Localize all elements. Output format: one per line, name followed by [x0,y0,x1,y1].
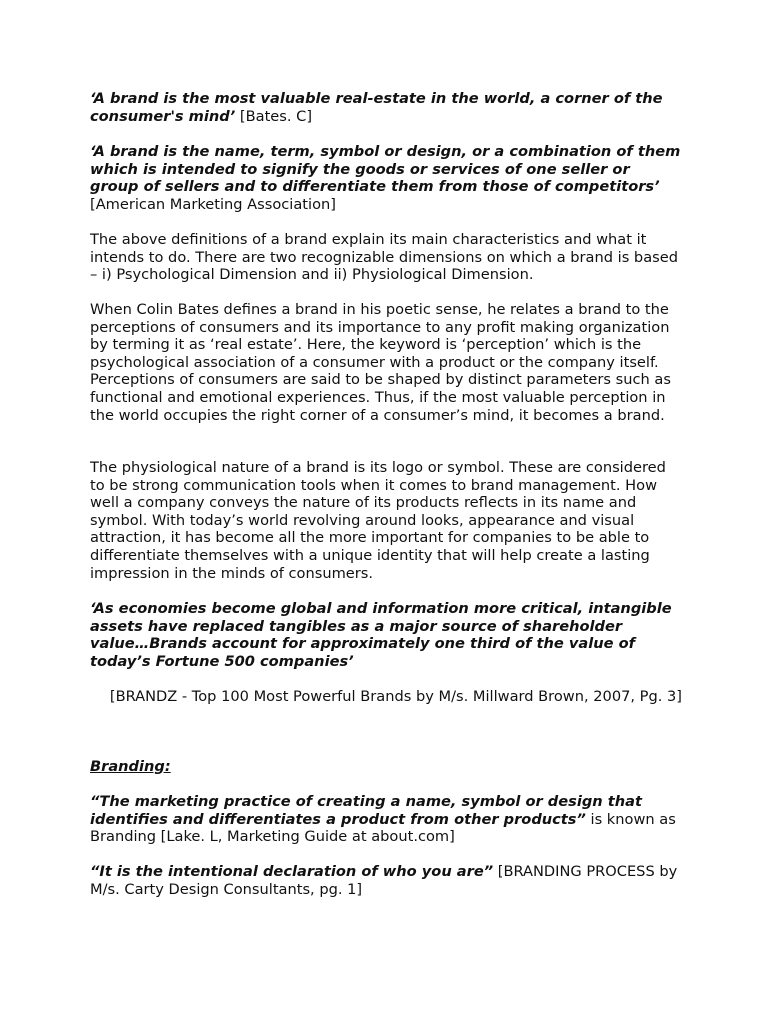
bates-citation: [Bates. C] [235,107,313,125]
ama-quote-paragraph [90,143,682,213]
physiological-paragraph: The physiological nature of a brand is its logo or symbol. These are considered to be strong communication tools when it comes to brand management. How well a company conveys the nature of its products reflects in its name and symbol. With today’s world revolving around looks, appearance and visual attraction, it has become all the more important for companies to be able to differentiate themselves with a unique identity that will help create a lasting impression in the minds of consumers. [90,459,666,582]
branding-definition-1-source: is known as Branding [Lake. L, Marketing Guide at about.com] [90,810,676,846]
colin-bates-paragraph: When Colin Bates defines a brand in his poetic sense, he relates a brand to the perceptions of consumers and its importance to any profit making organization by terming it as ‘real estate’. Here, the keyword is ‘perception’ which is the psychological association of a consumer with a product or the company itself. Perceptions of consumers are said to be shaped by distinct parameters such as functional and emotional experiences. Thus, if the most valuable perception in the world occupies the right corner of a consumer’s mind, it becomes a brand. [90,301,671,424]
branding-definition-1 [90,793,682,846]
bates-quote: ‘A brand is the most valuable real-estate in the world, a corner of the consumer's mind’ [90,90,663,125]
branding-definition-2-source: [BRANDING PROCESS by M/s. Carty Design Consultants, pg. 1] [90,863,678,898]
bates-quote-paragraph [90,90,682,125]
branding-definition-1-quote: “The marketing practice of creating a name, symbol or design that identifies and differentiates a product from other products” [90,793,642,828]
branding-heading: Branding: [90,758,171,775]
branding-definition-2 [90,863,682,898]
brandz-quote: ‘As economies become global and information more critical, intangible assets have replaced tangibles as a major source of shareholder value…Brands account for approximately one third of the value of today’s Fortune 500 companies’ [90,600,672,670]
branding-definition-2-quote: “It is the intentional declaration of who you are” [90,863,494,880]
definitions-paragraph: The above definitions of a brand explain its main characteristics and what it intends to do. There are two recognizable dimensions on which a brand is based – i) Psychological Dimension and ii) Physiological Dimension. [90,231,678,284]
ama-quote: ‘A brand is the name, term, symbol or design, or a combination of them which is intended to signify the goods or services of one seller or group of sellers and to differentiate them from those of competitors’ [90,143,681,196]
ama-citation: [American Marketing Association] [90,195,336,213]
brandz-citation: [BRANDZ - Top 100 Most Powerful Brands by M/s. Millward Brown, 2007, Pg. 3] [109,688,682,705]
